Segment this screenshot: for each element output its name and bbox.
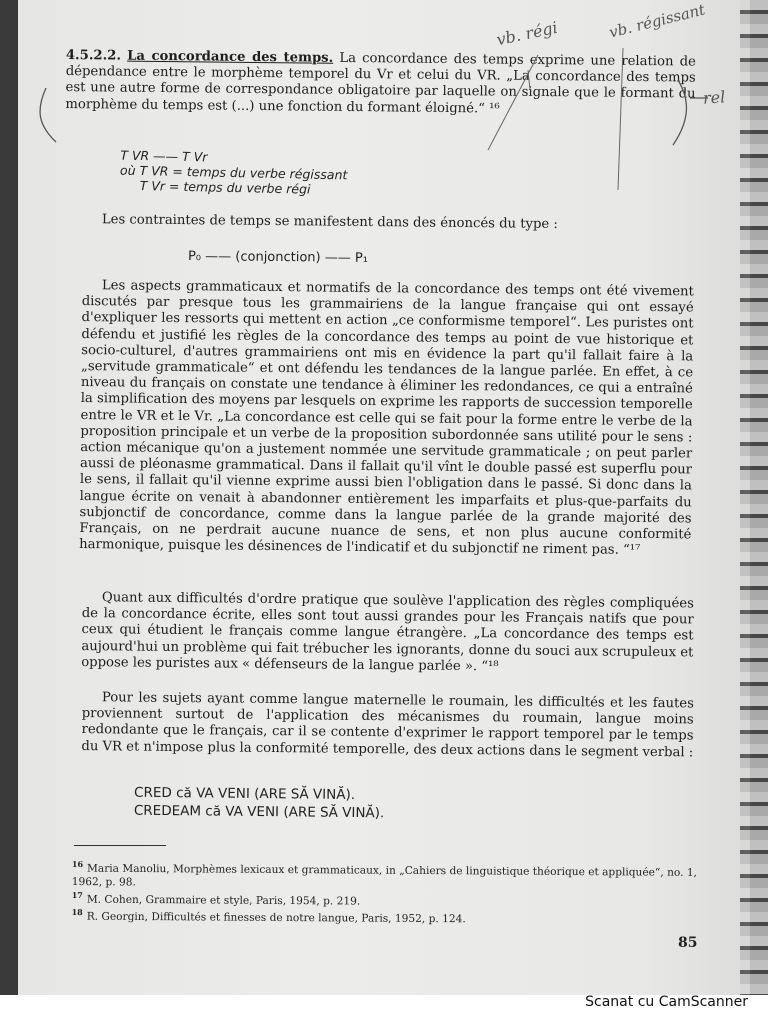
footnote-16	[72, 858, 702, 893]
footnote-number: 18	[71, 907, 83, 918]
intro-text: La concordance des temps exprime une relation de dépendance entre le morphème temporel du Vr et celui du VR. „La concordance des temps est une autre forme de correspondance obligatoire par laquelle on signale que le formant du morphème du temps est (...) une fonction du formant éloigné.“ ¹⁶	[65, 50, 696, 117]
footnote-text: M. Cohen, Grammaire et style, Paris, 1954, p. 219.	[86, 893, 361, 908]
handwritten-note-regissant: vb. régissant	[607, 0, 707, 42]
handwritten-note-margin: rel	[702, 87, 726, 108]
footnote-18	[72, 906, 702, 928]
example-1: CRED că VA VENI (ARE SĂ VINĂ).	[134, 784, 356, 804]
section-number: 4.5.2.2.	[65, 48, 122, 64]
footnote-number: 16	[71, 859, 84, 870]
examples-block	[134, 784, 385, 823]
camscanner-watermark: Scanat cu CamScanner	[585, 994, 748, 1010]
pointer-line-1	[488, 55, 538, 150]
footnote-text: Maria Manoliu, Morphèmes lexicaux et grammaticaux, in „Cahiers de linguistique théorique et appliquée“, no. 1, 1962, p. 98.	[71, 862, 697, 888]
book-page	[18, 0, 750, 995]
right-bracket-mark	[673, 80, 686, 145]
page-number: 85	[678, 935, 698, 951]
romanian-block	[81, 690, 694, 761]
romanian-paragraph: Pour les sujets ayant comme langue maternelle le roumain, les difficultés et les fautes proviennent surtout de l'application des mécanismes du roumain, langue moins redondante que le français, car il se contente d'exprimer le rapport temporel par le temps du VR et n'impose plus la conformité temporelle, des deux actions dans le segment verbal :	[81, 690, 694, 761]
footnote-number: 17	[71, 889, 83, 900]
left-bracket-mark	[40, 88, 56, 142]
formula-line-1: T VR —— T Vr	[120, 147, 208, 165]
example-2: CREDEAM că VA VENI (ARE SĂ VINĂ).	[133, 802, 385, 822]
aspects-paragraph: Les aspects grammaticaux et normatifs de la concordance des temps ont été vivement discutés par presque tous les grammairiens de la langue française qui ont essayé d'expliquer les ressorts qui mettent en action „ce conformisme temporel“. Les puristes ont défendu et justifié les règles de la concordance des temps au point de vue historique et socio-culturel, d'autres grammairiens ont mis en évidence la part qu'il fallait faire à la „servitude grammaticale“ et ont défendu les tendances de la langue parlée. En effet, à ce niveau du français on constate une tendance à éliminer les redondances, ce qui a entraîné la simplification des moyens par lesquels on exprime les rapports de succession temporelle entre le VR et le Vr. „La concordance est celle qui se fait pour la forme entre le verbe de la proposition principale et un verbe de la proposition subordonnée sans utilité pour le sens : action mécanique qu'on a justement nommée une servitude grammaticale ; on peut parler aussi de pléonasme grammatical. Dans il fallait qu'il vînt le double passé est superflu pour le sens, il fallait qu'il vienne exprime aussi bien l'obligation dans le passé. Si donc dans la langue écrite on venait à abandonner entièrement les imparfaits et plus-que-parfaits du subjonctif de concordance, comme dans la langue parlée de la grande majorité des Français, on ne perdrait aucune nuance de sens, et non plus aucune conformité harmonique, puisque les désinences de l'indicatif et du subjonctif ne riment pas. “¹⁷	[79, 278, 694, 559]
constraints-text: Les contraintes de temps se manifestent dans des énoncés du type :	[101, 212, 558, 232]
footnotes	[72, 858, 702, 928]
difficulties-block	[81, 590, 694, 677]
footnote-divider	[74, 845, 166, 846]
formula-line-2: où T VR = temps du verbe régissant	[119, 162, 348, 183]
pattern-formula: P₀ —— (conjonction) —— P₁	[187, 249, 369, 266]
formula-line-3: T Vr = temps du verbe régi	[139, 178, 311, 197]
section-title: La concordance des temps.	[127, 48, 334, 66]
pointer-line-2	[618, 48, 623, 190]
footnote-text: R. Georgin, Difficultés et finesses de notre langue, Paris, 1952, p. 124.	[86, 910, 466, 926]
difficulties-paragraph: Quant aux difficultés d'ordre pratique que soulève l'application des règles compliquées de la concordance écrite, elles sont tout aussi grandes pour les Français natifs que pour ceux qui étudient le français comme langue étrangère. „La concordance des temps est aujourd'hui un problème qui fait trébucher les ignorants, donne du souci aux scrupuleux et oppose les puristes aux « défenseurs de la langue parlée ». “¹⁸	[81, 590, 694, 675]
handwritten-marks	[18, 0, 750, 260]
spiral-binding	[740, 0, 768, 995]
aspects-block	[79, 278, 694, 560]
handwritten-note-regi: vb. régi	[494, 17, 560, 50]
